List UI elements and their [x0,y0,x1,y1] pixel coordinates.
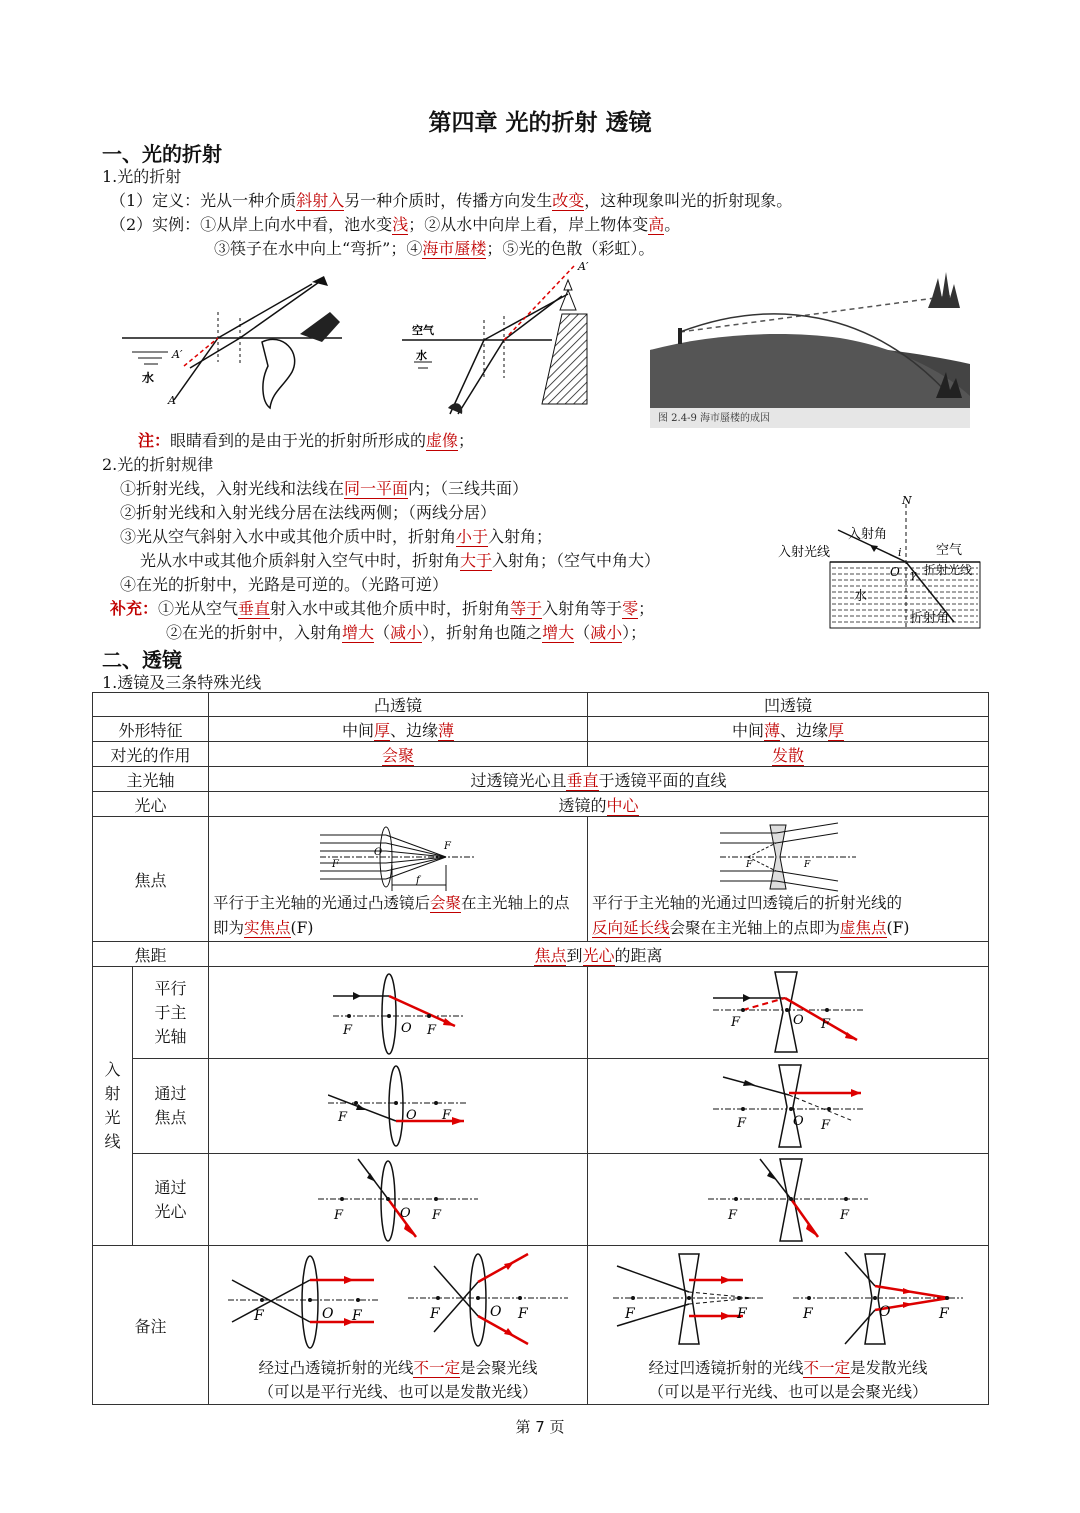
refraction-law-diagram [778,496,984,632]
convex-effect-cell: 会聚 [209,742,588,767]
svg-text:O: O [406,1108,417,1123]
svg-text:F: F [804,860,811,870]
figure-mirage [650,268,970,428]
law-2: ②折射光线和入射光线分居在法线两侧；（两线分居） [120,503,497,522]
svg-text:入射光线: 入射光线 [778,545,831,560]
convex-focus-ray-cell [209,1059,588,1154]
svg-text:F: F [444,841,451,852]
svg-text:空气: 空气 [412,324,434,337]
svg-text:F: F [840,1207,850,1223]
subheading-lens: 1.透镜及三条特殊光线 [102,673,262,692]
law-3b: 光从水中或其他介质斜射入空气中时，折射角大于入射角；（空气中角大） [140,551,661,570]
concave-focus-cell: F F 平行于主光轴的光通过凹透镜后的折射光线的 反向延长线会聚在主光轴上的点即为虚焦点(F) [588,817,989,942]
law-4: ④在光的折射中，光路是可逆的。（光路可逆） [120,575,449,594]
svg-text:F: F [343,1022,353,1038]
svg-text:O: O [322,1306,334,1322]
page-title: 第四章 光的折射 透镜 [428,110,652,136]
row-label-effect: 对光的作用 [93,742,209,767]
svg-text:O: O [490,1304,502,1320]
concave-focus-figure [718,821,858,893]
row-label-incident: 入射光线 [93,967,133,1246]
convex-through-focus-figure [328,1063,468,1149]
svg-text:折射角: 折射角 [910,611,950,626]
svg-text:F: F [821,1016,831,1032]
sub-label-through-center: 通过光心 [133,1154,209,1246]
convex-focus-figure [318,821,478,893]
convex-through-center-figure [318,1157,478,1243]
concave-note-figures [613,1252,963,1360]
svg-text:F: F [427,1022,437,1038]
concave-parallel-cell [588,967,989,1059]
concave-parallel-figure [713,970,863,1056]
svg-text:A′: A′ [578,260,589,273]
svg-text:i: i [898,546,902,559]
svg-text:F: F [737,1116,747,1131]
concave-shape-cell: 中间薄、边缘厚 [588,717,989,742]
examples-line-2: ③筷子在水中向上“弯折”；④海市蜃楼；⑤光的色散（彩虹）。 [214,239,655,258]
svg-text:水: 水 [416,349,427,362]
svg-text:入射角: 入射角 [848,527,888,542]
row-label-focus: 焦点 [93,817,209,942]
svg-text:空气: 空气 [936,543,963,558]
law-3a: ③光从空气斜射入水中或其他介质中时，折射角小于入射角； [120,527,553,546]
svg-text:O: O [401,1020,412,1036]
convex-shape-cell: 中间厚、边缘薄 [209,717,588,742]
svg-text:F: F [731,1014,741,1030]
svg-text:水: 水 [854,589,868,604]
examples-line-1: （2）实例：①从岸上向水中看，池水变浅；②从水中向岸上看，岸上物体变高。 [110,215,681,234]
svg-text:F: F [746,860,753,870]
lens-table [92,692,989,1405]
axis-cell: 过透镜光心且垂直于透镜平面的直线 [209,767,989,792]
note-line: 注：眼睛看到的是由于光的折射所形成的虚像； [138,431,475,450]
row-label-note: 备注 [93,1246,209,1405]
center-cell: 透镜的中心 [209,792,989,817]
svg-text:F: F [338,1110,348,1125]
figure-object-higher [392,254,602,424]
row-label-center: 光心 [93,792,209,817]
convex-note-figures [228,1252,568,1360]
svg-text:O: O [374,847,383,858]
subheading-refraction: 1.光的折射 [102,167,182,186]
svg-text:图 2.4-9 海市蜃楼的成因: 图 2.4-9 海市蜃楼的成因 [658,413,771,424]
svg-text:F: F [352,1308,362,1324]
figure-shallow-water [112,262,352,422]
section-heading-refraction: 一、光的折射 [102,142,222,166]
svg-text:折射光线: 折射光线 [924,563,973,577]
sub-label-through-focus: 通过焦点 [133,1059,209,1154]
svg-text:F: F [728,1207,738,1223]
page-footer: 第 7 页 [515,1418,565,1436]
svg-text:O: O [793,1114,804,1129]
subheading-laws: 2.光的折射规律 [102,455,214,474]
svg-text:F: F [821,1118,831,1133]
section-heading-lens: 二、透镜 [102,648,182,672]
convex-note-cell: F O F F O F 经过凸透镜折射的光线不一定是会聚光线 （可以是平行光线、也可以是发散光线） [209,1246,588,1405]
supplement-1: 补充：①光从空气垂直射入水中或其他介质中时，折射角等于入射角等于零； [110,599,655,618]
svg-text:F: F [254,1308,264,1324]
svg-text:O: O [879,1304,891,1320]
focal-length-cell: 焦点到光心的距离 [209,942,989,967]
concave-focus-ray-cell [588,1059,989,1154]
svg-text:O: O [400,1205,411,1221]
svg-text:F: F [442,1108,452,1123]
svg-text:γ: γ [910,568,917,581]
svg-text:F: F [518,1306,528,1322]
svg-text:F: F [737,1306,747,1322]
svg-text:水: 水 [142,371,155,385]
sub-label-parallel: 平行于主光轴 [133,967,209,1059]
concave-center-ray-cell [588,1154,989,1246]
concave-through-focus-figure [713,1063,863,1149]
row-label-axis: 主光轴 [93,767,209,792]
supplement-2: ②在光的折射中，入射角增大（减小），折射角也随之增大（减小）； [166,623,647,642]
convex-parallel-cell [209,967,588,1059]
convex-parallel-figure [333,970,463,1056]
definition-line: （1）定义：光从一种介质斜射入另一种介质时，传播方向发生改变，这种现象叫光的折射现象。 [110,191,793,210]
col-header-concave: 凹透镜 [588,693,989,717]
svg-text:f: f [416,875,420,886]
col-header-convex: 凸透镜 [209,693,588,717]
law-1: ①折射光线，入射光线和法线在同一平面内；（三线共面） [120,479,529,498]
concave-effect-cell: 发散 [588,742,989,767]
svg-text:F: F [939,1306,949,1322]
svg-text:A: A [168,394,176,407]
svg-text:F: F [625,1306,635,1322]
svg-text:F: F [803,1306,813,1322]
svg-text:N: N [902,496,912,507]
row-label-focal-length: 焦距 [93,942,209,967]
concave-note-cell: F F F O F 经过凹透镜折射的光线不一定是发散光线 （可以是平行光线、也可以是会聚光线） [588,1246,989,1405]
svg-text:F: F [334,1207,344,1223]
svg-text:A′: A′ [172,348,183,361]
svg-text:O: O [793,1012,804,1028]
svg-text:F: F [430,1306,440,1322]
svg-text:F: F [332,859,339,870]
convex-center-ray-cell [209,1154,588,1246]
svg-text:F: F [432,1207,442,1223]
convex-focus-cell: F O F f 平行于主光轴的光通过凸透镜后会聚在主光轴上的点即为实焦点(F) [209,817,588,942]
concave-through-center-figure [708,1157,868,1243]
svg-text:O: O [890,565,900,579]
row-label-shape: 外形特征 [93,717,209,742]
